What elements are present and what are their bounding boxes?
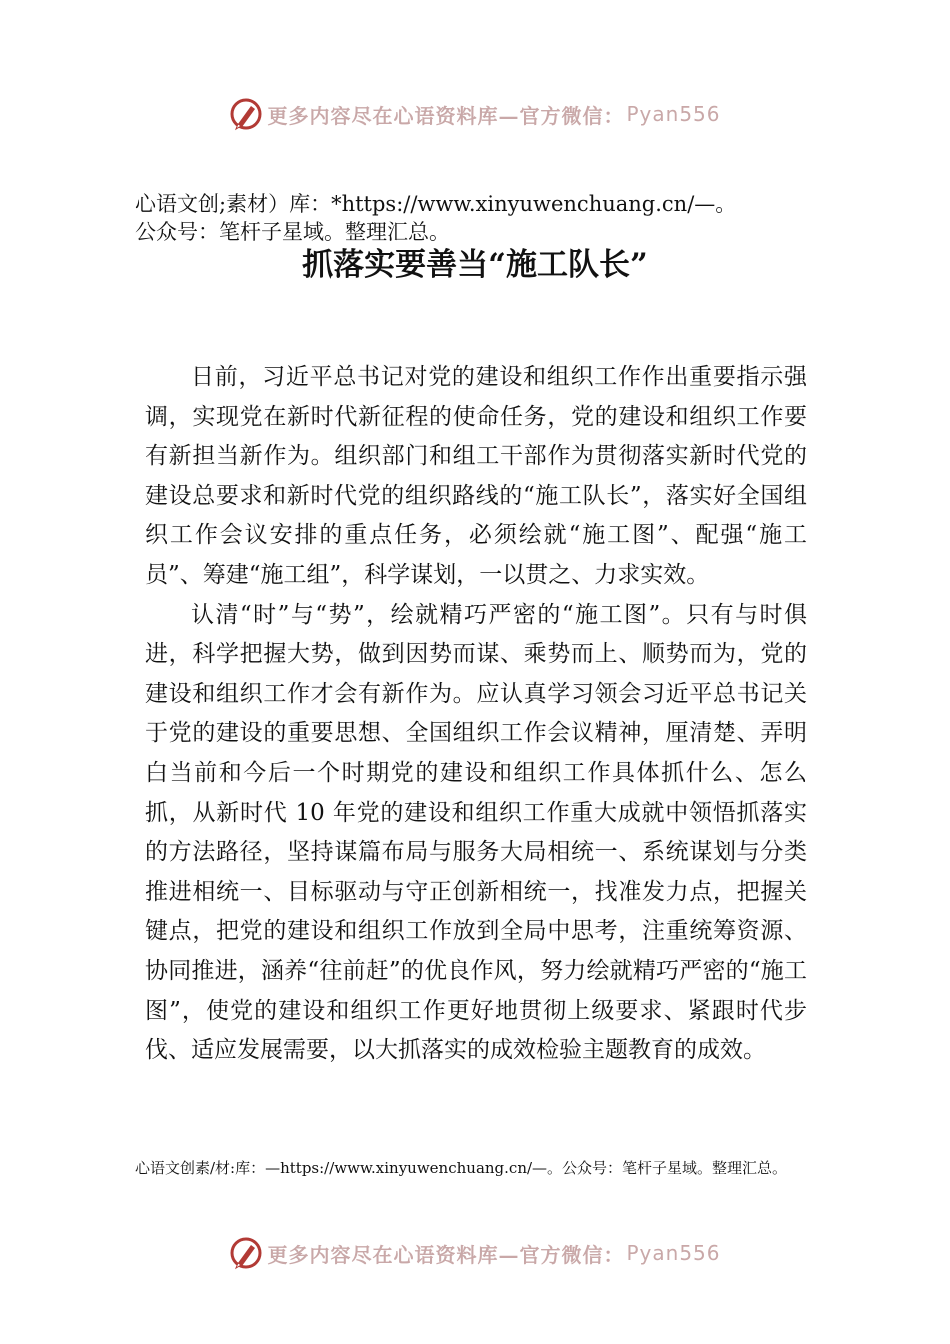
header-banner-code: Pyan556 [626, 102, 721, 126]
source-line-2: 公众号：笔杆子星域。整理汇总。 [135, 220, 450, 244]
source-line-1: 心语文创;素材）库：*https://www.xinyuwenchuang.cn/—。 [135, 192, 737, 216]
footer-banner-code: Pyan556 [626, 1241, 721, 1265]
header-banner-text: 更多内容尽在心语资料库—官方微信： [267, 103, 625, 128]
article-title: 抓落实要善当“施工队长” [302, 247, 648, 283]
header-banner [0, 94, 950, 134]
footer-banner [0, 1233, 950, 1273]
pen-circle-logo-icon [229, 97, 263, 131]
footer-source-line: 心语文创素/材:库：—https://www.xinyuwenchuang.cn/—。公众号：笔杆子星域。整理汇总。 [135, 1159, 788, 1177]
pen-circle-logo-icon [229, 1236, 263, 1270]
paragraph-2: 认清“时”与“势”，绘就精巧严密的“施工图”。只有与时俱进，科学把握大势，做到因势而谋、乘势而上、顺势而为，党的建设和组织工作才会有新作为。应认真学习领会习近平总书记关于党的建设的重要思想、全国组织工作会议精神，厘清楚、弄明白当前和今后一个时期党的建设和组织工作具体抓什么、怎么抓，从新时代 10 年党的建设和组织工作重大成就中领悟抓落实的方法路径，坚持谋篇布局与服务大局相统一、系统谋划与分类推进相统一、目标驱动与守正创新相统一，找准发力点，把握关键点，把党的建设和组织工作放到全局中思考，注重统筹资源、协同推进，涵养“往前赶”的优良作风，努力绘就精巧严密的“施工图”，使党的建设和组织工作更好地贯彻上级要求、紧跟时代步伐、适应发展需要，以大抓落实的成效检验主题教育的成效。 [145, 601, 807, 1064]
article-body [145, 358, 807, 1071]
footer-banner-text: 更多内容尽在心语资料库—官方微信： [267, 1242, 625, 1267]
paragraph-1: 日前，习近平总书记对党的建设和组织工作作出重要指示强调，实现党在新时代新征程的使命任务，党的建设和组织工作要有新担当新作为。组织部门和组工干部作为贯彻落实新时代党的建设总要求和新时代党的组织路线的“施工队长”，落实好全国组织工作会议安排的重点任务，必须绘就“施工图”、配强“施工员”、筹建“施工组”，科学谋划，一以贯之、力求实效。 [145, 364, 807, 588]
